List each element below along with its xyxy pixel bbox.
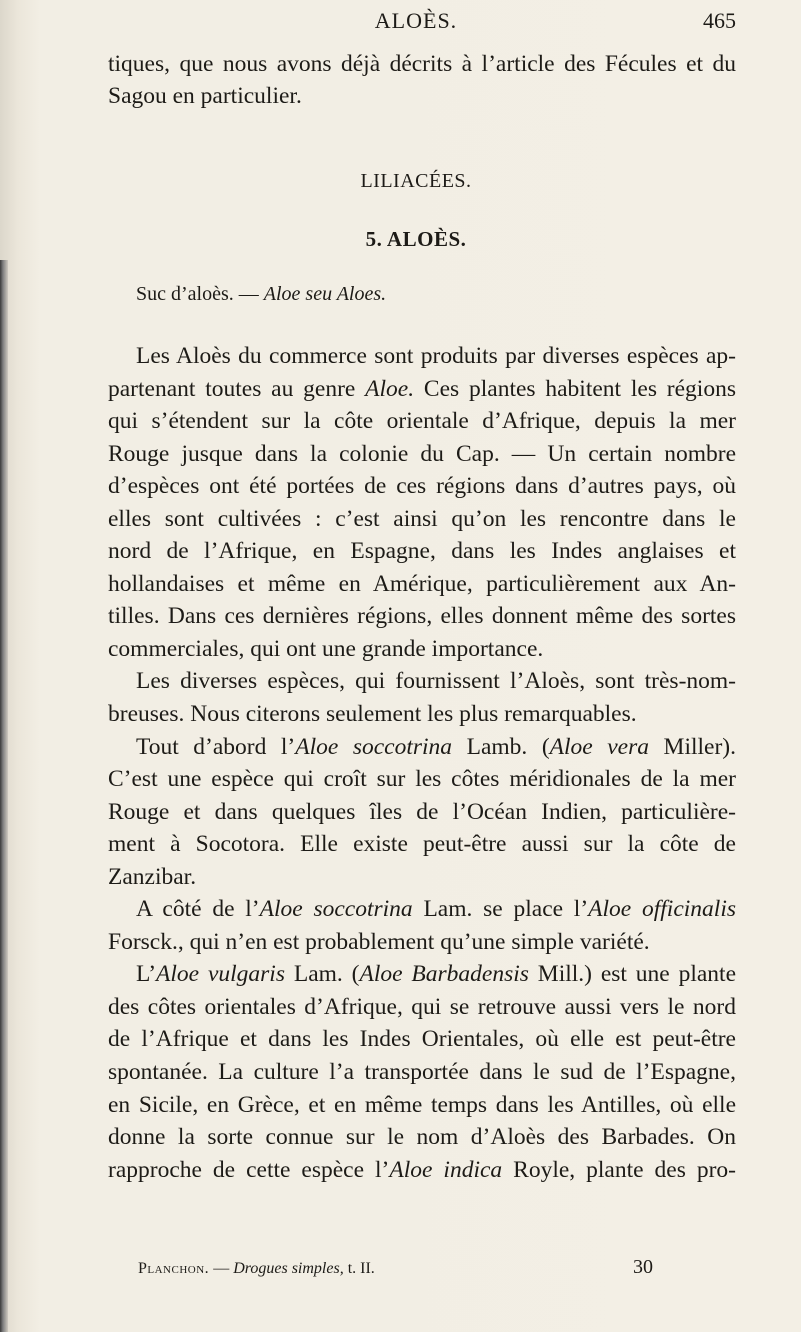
text-line: Zanzibar. (108, 863, 197, 890)
text-line: tiques, que nous avons déjà décrits à l’article des Fécules et du (108, 51, 736, 77)
text-line: commerciales, qui ont une grande importance. (108, 635, 544, 662)
text-line: breuses. Nous citerons seulement les plus remarquables. (108, 701, 637, 728)
text-line: Forsck., qui n’en est probablement qu’une simple variété. (108, 928, 650, 955)
signature-number: 30 (633, 1256, 653, 1278)
synonym-latin: Aloe seu Aloes. (263, 283, 387, 305)
text-line: A côté de l’Aloe soccotrina Lam. se place l’Aloe officinalis (136, 896, 736, 923)
text-line: C’est une espèce qui croît sur les côtes méridionales de la mer (108, 766, 736, 793)
text-line: donne la sorte connue sur le nom d’Aloès des Barbades. On (108, 1124, 736, 1151)
text-line: d’espèces ont été portées de ces régions dans d’autres pays, où (108, 473, 736, 500)
footer-volume: t. II. (343, 1260, 375, 1277)
page-number: 465 (703, 8, 736, 33)
text-line: hollandaises et même en Amérique, particulièrement aux An- (108, 570, 736, 597)
text-line: des côtes orientales d’Afrique, qui se retrouve aussi vers le nord (108, 993, 736, 1020)
text-line: qui s’étendent sur la côte orientale d’Afrique, depuis la mer (108, 408, 736, 435)
subsection-heading: 5. ALOÈS. (365, 227, 467, 251)
synonym-prefix: Suc d’aloès. — (136, 283, 264, 305)
article-body (108, 340, 736, 1186)
text-line: spontanée. La culture l’a transportée dans le sud de l’Espagne, (108, 1059, 736, 1086)
footer-title: Drogues simples, (233, 1260, 344, 1277)
text-line: rapproche de cette espèce l’Aloe indica Royle, plante des pro- (108, 1156, 737, 1183)
footer-dash: — (209, 1260, 234, 1277)
book-spine-shadow (0, 260, 8, 1332)
synonym-line (136, 283, 386, 306)
text-line: Sagou en particulier. (108, 83, 302, 109)
text-line: Les Aloès du commerce sont produits par diverses espèces ap- (136, 343, 736, 369)
footer-author: Planchon. (138, 1260, 210, 1277)
intro-paragraph (108, 48, 736, 112)
text-line: de l’Afrique et dans les Indes Orientales, où elle est peut-être (108, 1026, 736, 1053)
page-footer (138, 1256, 738, 1278)
text-line: ment à Socotora. Elle existe peut-être aussi sur la côte de (108, 831, 736, 858)
text-line: Rouge et dans quelques îles de l’Océan Indien, particulière- (108, 798, 736, 825)
section-heading: LILIACÉES. (360, 170, 472, 192)
text-line: Rouge jusque dans la colonie du Cap. — Un certain nombre (108, 440, 736, 467)
text-line: L’Aloe vulgaris Lam. (Aloe Barbadensis Mill.) est une plante (136, 961, 737, 988)
text-line: tilles. Dans ces dernières régions, elles donnent même des sortes (108, 603, 736, 630)
text-line: elles sont cultivées : c’est ainsi qu’on les rencontre dans le (108, 505, 736, 532)
text-line: partenant toutes au genre Aloe. Ces plantes habitent les régions (108, 375, 736, 402)
text-line: nord de l’Afrique, en Espagne, dans les Indes anglaises et (108, 538, 736, 565)
text-line: en Sicile, en Grèce, et en même temps dans les Antilles, où elle (108, 1091, 736, 1118)
text-line: Tout d’abord l’Aloe soccotrina Lamb. (Aloe vera Miller). (136, 733, 736, 760)
running-head: ALOÈS. (374, 8, 458, 33)
text-line: Les diverses espèces, qui fournissent l’Aloès, sont très-nom- (136, 668, 736, 695)
page-header (96, 8, 736, 44)
